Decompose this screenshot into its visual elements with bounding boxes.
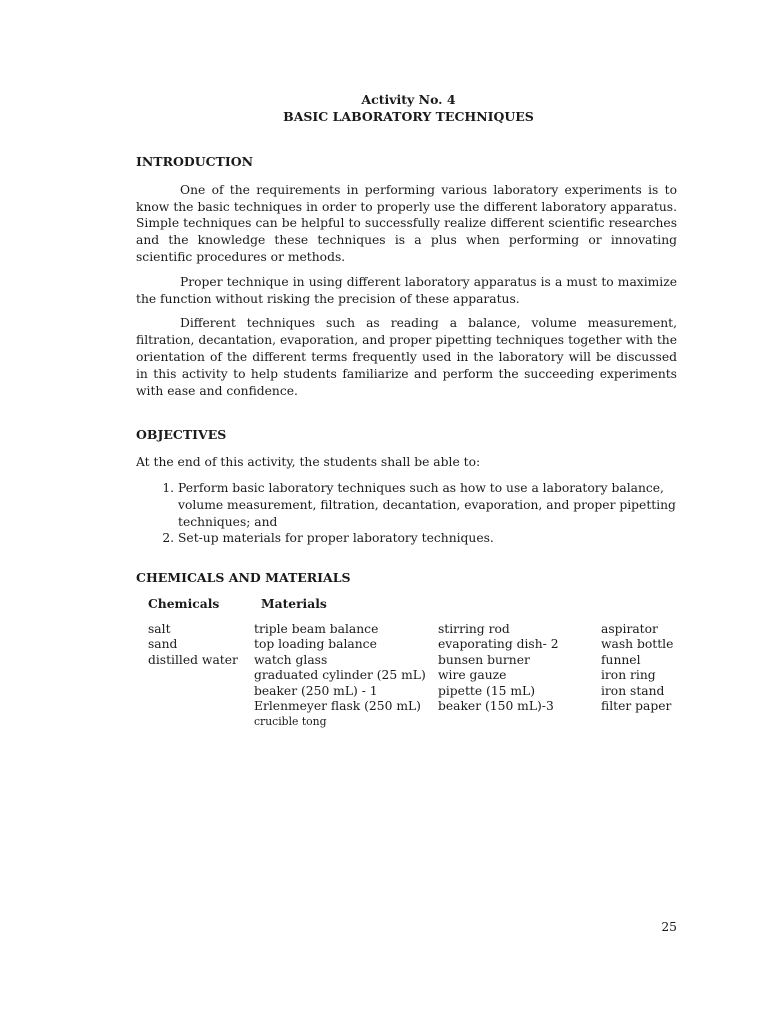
material-item: triple beam balance [254, 621, 379, 636]
chemicals-materials-table [136, 596, 677, 736]
page-number: 25 [661, 920, 677, 934]
materials-list-1 [254, 622, 426, 730]
objective-item-2: 2. Set-up materials for proper laboratory techniques. [178, 530, 677, 547]
material-item: stirring rod [438, 621, 510, 636]
objectives-list [136, 480, 677, 547]
document-title: BASIC LABORATORY TECHNIQUES [283, 108, 534, 124]
objectives-heading: OBJECTIVES [136, 427, 227, 443]
material-item: beaker (150 mL)-3 [438, 698, 554, 713]
objective-item-1: 1. Perform basic laboratory techniques such as how to use a laboratory balance, volume measurement, filtration, decantation, evaporation, and proper pipetting techniques; and [178, 480, 677, 530]
chemical-item: salt [148, 621, 171, 636]
document-page [136, 92, 677, 736]
intro-paragraph-2: Proper technique in using different laboratory apparatus is a must to maximize the function without risking the precision of these apparatus. [136, 274, 677, 306]
chemical-item: distilled water [148, 652, 238, 667]
materials-column-header: Materials [261, 595, 327, 611]
material-item: crucible tong [254, 715, 327, 729]
material-item: filter paper [601, 698, 672, 713]
materials-list-3 [601, 622, 673, 714]
intro-paragraph-3: Different techniques such as reading a balance, volume measurement, filtration, decantation, evaporation, and proper pipetting techniques together with the orientation of the different terms frequently used in the laboratory will be discussed in this activity to help students familiarize and perform the succeeding experiments with ease and confidence. [136, 316, 677, 398]
objectives-lead: At the end of this activity, the students shall be able to: [136, 455, 481, 470]
chemicals-materials-heading: CHEMICALS AND MATERIALS [136, 570, 351, 586]
material-item: iron ring [601, 668, 656, 683]
material-item: bunsen burner [438, 652, 530, 667]
material-item: Erlenmeyer flask (250 mL) [254, 698, 421, 713]
materials-list-2 [438, 622, 559, 714]
intro-paragraph-1: One of the requirements in performing various laboratory experiments is to know the basic techniques in order to properly use the different laboratory apparatus. Simple techniques can be helpful to successfully realize different scientific researches and the knowledge these techniques is a plus when performing or innovating scientific procedures or methods. [136, 182, 677, 264]
material-item: beaker (250 mL) - 1 [254, 683, 378, 698]
chemicals-column-header: Chemicals [148, 595, 220, 611]
material-item: wire gauze [438, 668, 507, 683]
material-item: iron stand [601, 683, 665, 698]
material-item: watch glass [254, 652, 328, 667]
introduction-heading: INTRODUCTION [136, 154, 254, 169]
material-item: evaporating dish- 2 [438, 637, 559, 652]
material-item: aspirator [601, 621, 658, 636]
chemical-item: sand [148, 637, 178, 652]
material-item: graduated cylinder (25 mL) [254, 668, 426, 683]
chemicals-list [148, 622, 238, 668]
activity-number: Activity No. 4 [361, 92, 456, 107]
material-item: pipette (15 mL) [438, 683, 536, 698]
material-item: top loading balance [254, 637, 377, 652]
material-item: funnel [601, 652, 641, 667]
material-item: wash bottle [601, 637, 674, 652]
